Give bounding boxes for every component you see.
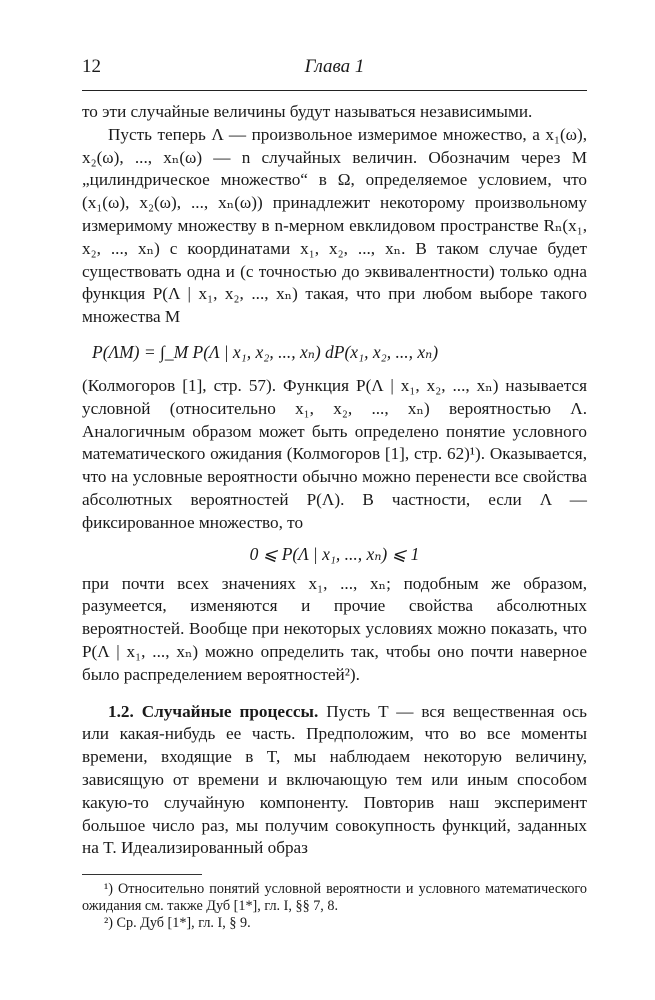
- paragraph-continuation: то эти случайные величины будут называться независимыми.: [82, 102, 533, 121]
- footnote-rule: [82, 874, 202, 875]
- footnotes: [82, 881, 587, 932]
- body-text: [82, 101, 587, 860]
- chapter-title: Глава 1: [304, 56, 365, 77]
- section-gap: [82, 687, 587, 701]
- footnote-2: ²) Ср. Дуб [1*], гл. I, § 9.: [104, 915, 251, 932]
- formula-bounds: 0 ⩽ P(Λ | x₁, ..., xₙ) ⩽ 1: [249, 543, 420, 564]
- running-head: [82, 56, 587, 84]
- page-number: 12: [82, 56, 101, 77]
- formula-conditional-probability: P(ΛM) = ∫_M P(Λ | x₁, x₂, ..., xₙ) dP(x₁, x₂, ..., xₙ): [92, 341, 439, 362]
- paragraph-definition: Пусть теперь Λ — произвольное измеримое множество, а x₁(ω), x₂(ω), ..., xₙ(ω) — n случайных величин. Обозначим через M „цилиндрическое множество“ в Ω, определяемое условием, что (x₁(ω), x₂(ω), ..., xₙ(ω)) принадлежит некоторому произвольному измеримому множеству в n-мерном евклидовом пространстве Rₙ(x₁, x₂, ..., xₙ) с координатами x₁, x₂, ..., xₙ. В таком случае будет существовать одна и (с точностью до эквивалентности) только одна функция P(Λ | x₁, x₂, ..., xₙ) такая, что при любом выборе такого множества M: [82, 124, 587, 327]
- section-heading: 1.2. Случайные процессы.: [108, 701, 319, 721]
- section-paragraph: [82, 701, 587, 861]
- header-rule: [82, 90, 587, 91]
- paragraph-properties: при почти всех значениях x₁, ..., xₙ; подобным же образом, разумеется, изменяются и прочие свойства абсолютных вероятностей. Вообще при некоторых условиях можно показать, что P(Λ | x₁, ..., xₙ) можно определить так, чтобы оно почти наверное было распределением вероятностей²).: [82, 573, 587, 684]
- paragraph-conditional-probability: (Колмогоров [1], стр. 57). Функция P(Λ | x₁, x₂, ..., xₙ) называется условной (относительно x₁, x₂, ..., xₙ) вероятностью Λ. Аналогичным образом может быть определено понятие условного математического ожидания (Колмогоров [1], стр. 62)¹). Оказывается, что на условные вероятности обычно можно перенести все свойства абсолютных вероятностей P(Λ). В частности, если Λ — фиксированное множество, то: [82, 375, 587, 532]
- footnote-1: ¹) Относительно понятий условной вероятности и условного математического ожидания см. также Дуб [1*], гл. I, §§ 7, 8.: [82, 881, 587, 915]
- section-text: Пусть T — вся вещественная ось или какая-нибудь ее часть. Предположим, что во все моменты времени, входящие в T, мы наблюдаем некоторую величину, зависящую от времени и включающую тем или иным способом какую-то случайную компоненту. Повторив наш эксперимент большое число раз, мы получим совокупность функций, заданных на T. Идеализированный образ: [82, 701, 588, 858]
- book-page: [82, 56, 587, 932]
